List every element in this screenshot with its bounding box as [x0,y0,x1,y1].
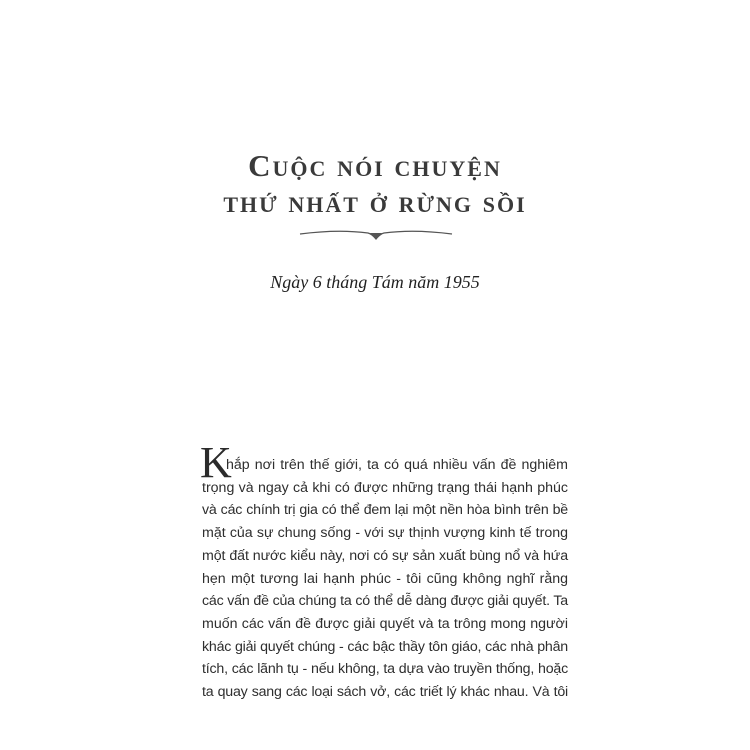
paragraph-line: tích, các lãnh tụ - nếu không, ta dựa vào truyền thống, hoặc [202,661,568,678]
chapter-title-line-1: Cuộc nói chuyện [248,148,502,183]
paragraph-line-1 [200,438,568,487]
chapter-date: Ngày 6 tháng Tám năm 1955 [270,272,480,292]
paragraph-line: trọng và ngay cả khi có được những trạng thái hạnh phúc [202,479,568,496]
drop-cap: K [200,438,232,487]
chapter-title-line-2: thứ nhất ở rừng sồi [223,184,527,219]
paragraph-line: muốn các vấn đề được giải quyết và ta trông mong người [202,615,568,632]
ornament-divider-icon [298,226,454,242]
first-line-text: hắp nơi trên thế giới, ta có quá nhiều vấn đề nghiêm [226,457,568,473]
paragraph-line: ta quay sang các loại sách vở, các triết lý khác nhau. Và tôi [202,684,568,701]
paragraph-line: hẹn một tương lai hạnh phúc - tôi cũng không nghĩ rằng [202,570,568,587]
paragraph-line: một đất nước kiểu này, nơi có sự sản xuất bùng nổ và hứa [202,547,568,564]
paragraph-line: và các chính trị gia có thể đem lại một nền hòa bình trên bề [202,502,568,519]
paragraph-line: các vấn đề của chúng ta có thể dễ dàng được giải quyết. Ta [202,593,568,610]
body-paragraph [200,438,568,704]
paragraph-line: mặt của sự chung sống - với sự thịnh vượng kinh tế trong [202,525,568,542]
paragraph-line: khác giải quyết chúng - các bậc thầy tôn giáo, các nhà phân [202,638,568,655]
